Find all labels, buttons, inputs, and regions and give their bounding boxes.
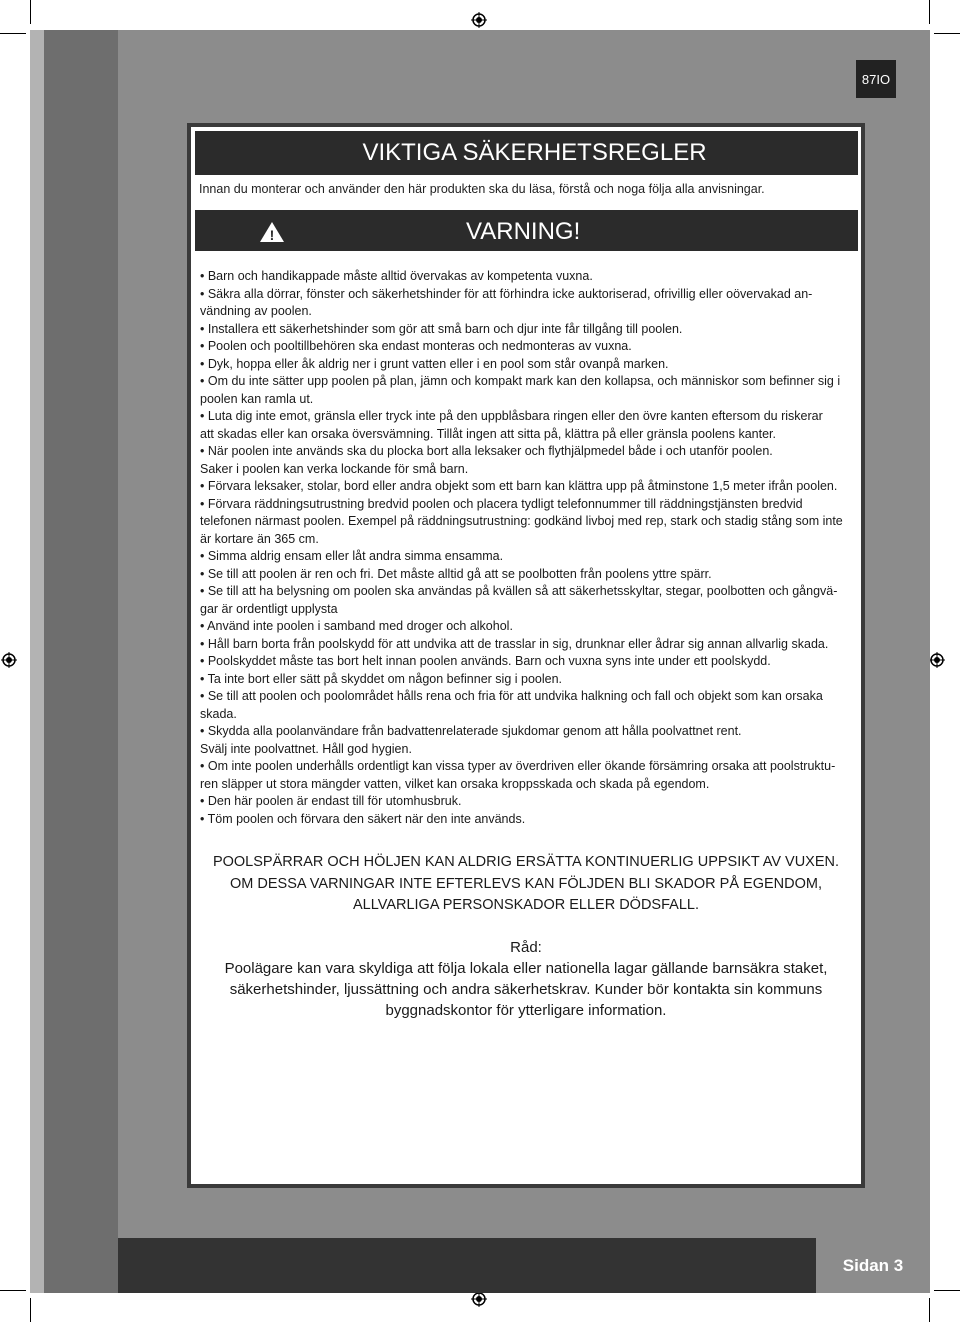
crop-mark (929, 0, 930, 24)
list-item: ren släpper ut stora mängder vatten, vilket kan orsaka kroppsskada och skada på egendom. (200, 776, 710, 791)
list-item: • Barn och handikappade måste alltid övervakas av kompetenta vuxna. (200, 269, 593, 283)
list-item: gar är ordentligt upplysta (200, 601, 338, 616)
list-item: • Använd inte poolen i samband med droger och alkohol. (200, 619, 513, 633)
caps-warning-line: OM DESSA VARNINGAR INTE EFTERLEVS KAN FÖLJDEN BLI SKADOR PÅ EGENDOM, (230, 875, 822, 892)
svg-text:!: ! (269, 227, 275, 243)
caps-warning-line: POOLSPÄRRAR OCH HÖLJEN KAN ALDRIG ERSÄTTA KONTINUERLIG UPPSIKT AV VUXEN. (212, 854, 840, 870)
list-item: • Ta inte bort eller sätt på skyddet om någon befinner sig i poolen. (200, 671, 563, 686)
list-item: • Håll barn borta från poolskydd för att undvika att de trasslar in sig, drunknar eller ådrar sig annan allvarlig skada. (200, 636, 829, 651)
caps-warning-line: ALLVARLIGA PERSONSKADOR ELLER DÖDSFALL. (353, 897, 699, 913)
list-item: • Skydda alla poolanvändare från badvattenrelaterade sjukdomar genom att hålla poolvattnet rent. (200, 724, 742, 738)
intro-text: Innan du monterar och använder den här produkten ska du läsa, förstå och noga följa alla anvisningar. (199, 182, 765, 196)
registration-mark-icon (471, 12, 487, 28)
list-item: • Om du inte sätter upp poolen på plan, jämn och kompakt mark kan den kollapsa, och människor som befinner sig i (200, 374, 841, 388)
footer-band (118, 1238, 816, 1293)
list-item: poolen kan ramla ut. (200, 391, 314, 406)
page-side-column (44, 30, 118, 1293)
list-item: • Simma aldrig ensam eller låt andra simma ensamma. (200, 549, 504, 563)
safety-bullet-list (200, 268, 852, 828)
list-item: • Den här poolen är endast till för utomhusbruk. (200, 794, 462, 808)
crop-mark (0, 1290, 26, 1291)
list-item: Svälj inte poolvattnet. Håll god hygien. (200, 741, 412, 756)
list-item: • Se till att poolen är ren och fri. Det måste alltid gå att se poolbotten från poolens yttre spärr. (200, 566, 712, 581)
warning-triangle-icon (259, 221, 285, 243)
model-badge: 87IO (856, 60, 896, 98)
crop-mark (30, 0, 31, 24)
crop-mark (934, 1290, 960, 1291)
list-item: skada. (200, 706, 237, 721)
registration-mark-icon (929, 652, 945, 668)
list-item: Saker i poolen kan verka lockande för små barn. (200, 461, 469, 476)
list-item: • Poolen och pooltillbehören ska endast monteras och nedmonteras av vuxna. (200, 339, 632, 353)
page-number: Sidan 3 (816, 1238, 930, 1293)
safety-rules-panel (187, 123, 865, 1188)
list-item: • När poolen inte används ska du plocka bort alla leksaker och flythjälpmedel både i och utanför poolen. (200, 444, 773, 458)
list-item: • Töm poolen och förvara den säkert när den inte används. (200, 811, 526, 826)
advice-heading: Råd: (510, 939, 542, 956)
list-item: • Om inte poolen underhålls ordentligt kan vissa typer av överdriven eller ökande försämring orsaka att poolstruktu- (200, 759, 836, 773)
advice-line: Poolägare kan vara skyldiga att följa lokala eller nationella lagar gällande barnsäkra staket, (224, 960, 828, 977)
list-item: • Se till att poolen och poolområdet hålls rena och fria för att undvika halkning och fall och objekt som kan orsaka (200, 689, 823, 703)
warning-bar (195, 210, 858, 251)
title-bar (195, 131, 858, 175)
caps-warning (191, 852, 861, 917)
list-item: • Poolskyddet måste tas bort helt innan poolen används. Barn och vuxna syns inte under ett poolskydd. (200, 654, 771, 668)
warning-label: VARNING! (466, 218, 581, 245)
list-item: • Förvara leksaker, stolar, bord eller andra objekt som ett barn kan klättra upp på åtminstone 1,5 meter ifrån poolen. (200, 479, 838, 493)
registration-mark-icon (471, 1291, 487, 1307)
advice-line: säkerhetshinder, ljussättning och andra säkerhetskrav. Kunder bör kontakta sin kommuns (229, 981, 823, 998)
list-item: • Förvara räddningsutrustning bredvid poolen och placera tydligt telefonnummer till räddningstjänsten bredvid (200, 496, 803, 511)
crop-mark (30, 1298, 31, 1322)
list-item: vändning av poolen. (200, 304, 312, 318)
page-title: VIKTIGA SÄKERHETSREGLER (362, 139, 707, 166)
list-item: telefonen närmast poolen. Exempel på räddningsutrustning: godkänd livboj med rep, stark och stadig stång som inte (200, 514, 843, 528)
list-item: att skadas eller kan orsaka översvämning. Tillåt ingen att sitta på, klättra på eller gränsla poolens kanter. (200, 426, 777, 441)
list-item: • Luta dig inte emot, gränsla eller tryck inte på den uppblåsbara ringen eller den övre kanten eftersom du riskerar (200, 409, 823, 423)
list-item: är kortare än 365 cm. (200, 531, 319, 546)
page-edge-strip (30, 30, 44, 1293)
list-item: • Se till att ha belysning om poolen ska användas på kvällen så att säkerhetsskyltar, stegar, poolbotten och gångvä- (200, 584, 838, 598)
registration-mark-icon (1, 652, 17, 668)
crop-mark (934, 33, 960, 34)
advice-line: byggnadskontor för ytterligare information. (385, 1002, 667, 1019)
crop-mark (929, 1298, 930, 1322)
advice-section (191, 937, 861, 1021)
list-item: • Säkra alla dörrar, fönster och säkerhetshinder för att förhindra icke auktoriserad, ofrivillig eller oövervakad an- (200, 286, 813, 301)
list-item: • Installera ett säkerhetshinder som gör att små barn och djur inte får tillgång till poolen. (200, 321, 683, 336)
crop-mark (0, 33, 26, 34)
list-item: • Dyk, hoppa eller åk aldrig ner i grunt vatten eller i en pool som står ovanpå marken. (200, 356, 669, 371)
